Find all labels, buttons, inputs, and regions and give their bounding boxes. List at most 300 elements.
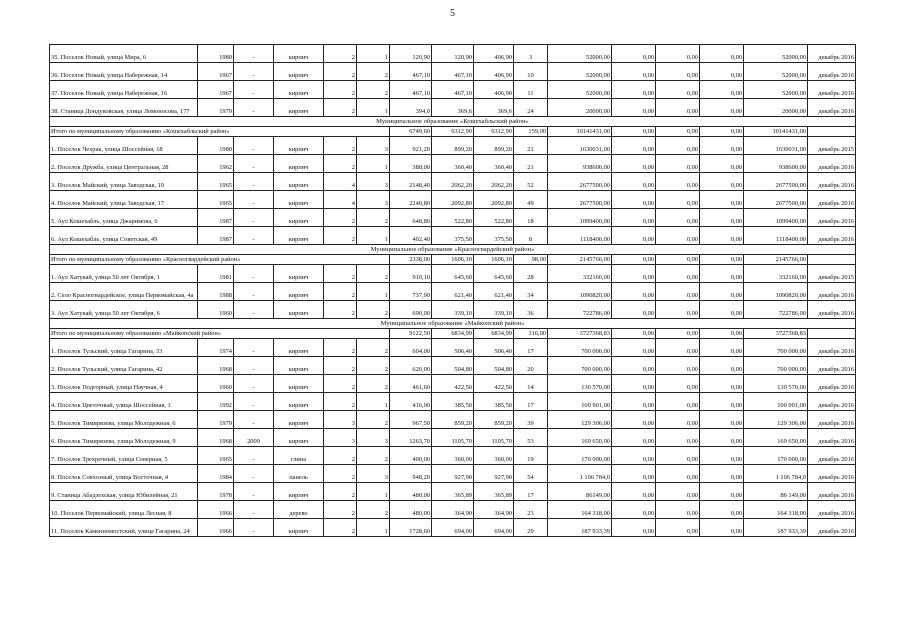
table-cell: 2	[324, 519, 357, 537]
table-cell: 406,90	[474, 81, 514, 99]
table-cell: 1 106 784,0	[744, 465, 808, 483]
total-cell: 6749,60	[390, 127, 432, 137]
table-cell: 10	[514, 63, 548, 81]
address-cell: 2. Село Красногвардейское, улица Первомайская, 4а	[50, 283, 198, 301]
table-cell: 1	[357, 483, 390, 501]
table-cell: 1980	[198, 45, 234, 63]
table-cell: 700 000,00	[744, 357, 808, 375]
table-cell: 0,00	[612, 393, 656, 411]
table-cell: 86149,00	[548, 483, 612, 501]
table-cell: кирпич	[274, 137, 324, 155]
table-cell: 388,00	[390, 155, 432, 173]
table-cell: 164 318,00	[744, 501, 808, 519]
table-cell: 0,00	[656, 137, 700, 155]
table-cell: 504,80	[474, 357, 514, 375]
table-cell: 3	[357, 191, 390, 209]
table-cell: 1988	[198, 283, 234, 301]
table-cell: 11	[514, 81, 548, 99]
table-cell: 394,0	[390, 99, 432, 117]
table-cell: 0,00	[612, 173, 656, 191]
page-number: 5	[450, 8, 455, 19]
table-cell: 2677500,00	[548, 173, 612, 191]
table-cell: 467,10	[390, 81, 432, 99]
table-cell: -	[234, 393, 274, 411]
total-cell: 159,00	[514, 127, 548, 137]
total-label: Итого по муниципальному образованию «Кошехабльский район»	[50, 127, 390, 137]
table-cell: 1984	[198, 465, 234, 483]
table-cell: 480,00	[390, 501, 432, 519]
table-cell: 24	[514, 99, 548, 117]
table-cell: 1978	[198, 483, 234, 501]
table-cell: 332160,00	[744, 265, 808, 283]
table-cell: 700 000,00	[548, 357, 612, 375]
table-cell: 0,00	[612, 465, 656, 483]
table-cell: 164 318,00	[548, 501, 612, 519]
table-cell: -	[234, 99, 274, 117]
table-cell: 0,00	[700, 357, 744, 375]
table-cell: кирпич	[274, 357, 324, 375]
table-cell: 0,00	[700, 99, 744, 117]
table-cell: 2	[324, 483, 357, 501]
table-row	[50, 465, 856, 483]
table-cell: 604,00	[390, 339, 432, 357]
address-cell: 36. Поселок Новый, улица Набережная, 14	[50, 63, 198, 81]
table-cell: -	[234, 519, 274, 537]
table-cell: 0,00	[656, 393, 700, 411]
table-cell: 100 901,00	[744, 393, 808, 411]
table-cell: 0,00	[612, 519, 656, 537]
table-cell: кирпич	[274, 173, 324, 191]
table-cell: 0,00	[612, 447, 656, 465]
table-cell: 0,00	[656, 375, 700, 393]
table-cell: 2	[324, 137, 357, 155]
table-cell: 927,90	[432, 465, 474, 483]
total-cell: 6312,90	[474, 127, 514, 137]
municipality-total-row	[50, 127, 856, 137]
table-cell: 0,00	[700, 63, 744, 81]
municipality-header-row	[50, 245, 856, 255]
table-cell: 1974	[198, 339, 234, 357]
table-cell: 360,40	[432, 155, 474, 173]
table-cell: 1090820,00	[548, 283, 612, 301]
table-cell: 899,20	[432, 137, 474, 155]
table-cell: 506,40	[432, 339, 474, 357]
table-cell: 18	[514, 209, 548, 227]
address-cell: 1. Поселок Чехрак, улица Шоссейная, 18	[50, 137, 198, 155]
table-cell: 2677500,00	[548, 191, 612, 209]
table-cell: 0,00	[612, 99, 656, 117]
table-row	[50, 191, 856, 209]
table-cell: 1987	[198, 209, 234, 227]
table-cell: 2	[324, 63, 357, 81]
table-cell: 0,00	[612, 45, 656, 63]
table-row	[50, 137, 856, 155]
table-cell: -	[234, 283, 274, 301]
total-cell: 0,00	[656, 255, 700, 265]
table-cell: 369,6	[474, 99, 514, 117]
table-cell: -	[234, 501, 274, 519]
table-cell: 0,00	[700, 283, 744, 301]
table-cell: декабрь 2016	[808, 63, 856, 81]
table-cell: 2677500,00	[744, 173, 808, 191]
table-cell: 53	[514, 429, 548, 447]
table-cell: 29	[514, 519, 548, 537]
total-label: Итого по муниципальному образованию «Красногвардейский район»	[50, 255, 390, 265]
table-cell: 0,00	[612, 357, 656, 375]
total-cell: 2338,00	[390, 255, 432, 265]
table-cell: 28	[514, 265, 548, 283]
table-cell: декабрь 2016	[808, 227, 856, 245]
table-cell: декабрь 2016	[808, 45, 856, 63]
table-cell: 2	[357, 357, 390, 375]
table-cell: 0,00	[612, 429, 656, 447]
total-cell: 0,00	[612, 329, 656, 339]
table-cell: 360,40	[474, 155, 514, 173]
table-cell: 3	[324, 429, 357, 447]
table-cell: -	[234, 191, 274, 209]
table-cell: 0,00	[656, 465, 700, 483]
table-cell: 2	[324, 227, 357, 245]
table-cell: 3	[357, 137, 390, 155]
table-cell: 3	[357, 173, 390, 191]
table-cell: 1090820,00	[744, 283, 808, 301]
table-cell: 0,00	[656, 191, 700, 209]
address-cell: 38. Станица Дондуковская, улица Ломоносова, 177	[50, 99, 198, 117]
total-cell: 10141431,00	[548, 127, 612, 137]
table-cell: 2	[357, 63, 390, 81]
table-cell: 0,00	[612, 155, 656, 173]
total-cell: 0,00	[700, 329, 744, 339]
table-cell: 2148,40	[390, 173, 432, 191]
address-cell: 1. Поселок Тульский, улица Гагарина, 33	[50, 339, 198, 357]
table-cell: 129 306,00	[548, 411, 612, 429]
table-cell: 0,00	[656, 173, 700, 191]
table-cell: 0,00	[700, 429, 744, 447]
table-cell: -	[234, 63, 274, 81]
table-row	[50, 357, 856, 375]
table-cell: 2	[357, 339, 390, 357]
table-cell: 480,00	[390, 483, 432, 501]
table-cell: 700 000,00	[548, 339, 612, 357]
table-cell: 0,00	[656, 339, 700, 357]
table-cell: кирпич	[274, 375, 324, 393]
municipality-total-row	[50, 329, 856, 339]
table-cell: 17	[514, 339, 548, 357]
table-cell: 1965	[198, 173, 234, 191]
table-cell: 2	[324, 393, 357, 411]
total-cell	[808, 255, 856, 265]
address-cell: 2. Поселок Дружба, улица Центральная, 28	[50, 155, 198, 173]
table-cell: 1099400,00	[744, 209, 808, 227]
table-cell: 0,00	[656, 209, 700, 227]
table-cell: 364,90	[474, 501, 514, 519]
table-cell: 2	[324, 501, 357, 519]
table-row	[50, 429, 856, 447]
table-cell: 1968	[198, 429, 234, 447]
table-cell: 20000,00	[548, 99, 612, 117]
table-cell: 3	[514, 45, 548, 63]
table-cell: 0,00	[656, 227, 700, 245]
table-cell: 1962	[198, 155, 234, 173]
table-cell: 385,50	[474, 393, 514, 411]
table-cell: кирпич	[274, 81, 324, 99]
table-cell: -	[234, 465, 274, 483]
table-cell: 360,00	[474, 447, 514, 465]
table-cell: -	[234, 227, 274, 245]
table-cell: 621,40	[432, 283, 474, 301]
table-cell: 938600,00	[744, 155, 808, 173]
table-cell: -	[234, 375, 274, 393]
table-cell: 2	[357, 209, 390, 227]
total-cell: 2145766,00	[744, 255, 808, 265]
table-cell: 375,50	[474, 227, 514, 245]
table-cell: 3	[357, 429, 390, 447]
table-cell: 3	[324, 411, 357, 429]
table-cell: -	[234, 209, 274, 227]
table-cell: 21	[514, 155, 548, 173]
table-cell: 0,00	[656, 429, 700, 447]
address-cell: 7. Поселок Трехречный, улица Северная, 5	[50, 447, 198, 465]
table-cell: 19	[514, 447, 548, 465]
table-row	[50, 99, 856, 117]
table-cell: 2	[324, 301, 357, 319]
table-cell: 938600,00	[548, 155, 612, 173]
table-cell: 504,80	[432, 357, 474, 375]
table-cell: 1967	[198, 63, 234, 81]
table-cell: 967,50	[390, 411, 432, 429]
table-cell: 1105,70	[432, 429, 474, 447]
table-cell: 700 000,00	[744, 339, 808, 357]
table-cell: декабрь 2015	[808, 137, 856, 155]
municipality-title: Муниципальное образование «Майкопский район»	[50, 319, 856, 329]
table-cell: 0,00	[700, 191, 744, 209]
table-cell: 0,00	[700, 465, 744, 483]
table-cell: 20	[514, 357, 548, 375]
table-cell: 0,00	[656, 283, 700, 301]
table-cell: 130 570,00	[744, 375, 808, 393]
table-cell: -	[234, 81, 274, 99]
table-cell: 187 933,39	[744, 519, 808, 537]
table-cell: 2	[324, 81, 357, 99]
table-cell: 52000,00	[548, 81, 612, 99]
address-cell: 4. Поселок Цветочный, улица Шоссейная, 1	[50, 393, 198, 411]
total-cell: 1606,10	[432, 255, 474, 265]
table-cell: 2092,80	[432, 191, 474, 209]
table-cell: 0,00	[612, 265, 656, 283]
table-cell: 1987	[198, 227, 234, 245]
address-cell: 6. Поселок Тимирязева, улица Молодежная, 9	[50, 429, 198, 447]
table-cell: 2009	[234, 429, 274, 447]
table-cell: 39	[514, 411, 548, 429]
table-cell: 2	[324, 99, 357, 117]
table-cell: 948,20	[390, 465, 432, 483]
table-cell: 120,90	[390, 45, 432, 63]
table-cell: 0,00	[612, 63, 656, 81]
table-cell: 0,00	[656, 155, 700, 173]
table-cell: декабрь 2016	[808, 99, 856, 117]
table-cell: 34	[514, 283, 548, 301]
table-cell: -	[234, 137, 274, 155]
table-cell: 467,10	[432, 81, 474, 99]
table-cell: 1630031,00	[548, 137, 612, 155]
table-cell: 17	[514, 393, 548, 411]
table-cell: 0,00	[656, 265, 700, 283]
address-cell: 9. Станица Абадзехская, улица Юбилейная, 21	[50, 483, 198, 501]
table-row	[50, 63, 856, 81]
address-cell: 2. Поселок Тульский, улица Гагарина, 42	[50, 357, 198, 375]
table-cell: 0,00	[612, 501, 656, 519]
table-cell: кирпич	[274, 519, 324, 537]
address-cell: 3. Аул Хатукай, улица 50 лет Октября, 6	[50, 301, 198, 319]
table-cell: 1099400,00	[548, 209, 612, 227]
table-cell: кирпич	[274, 99, 324, 117]
table-cell: 375,50	[432, 227, 474, 245]
table-cell: декабрь 2016	[808, 191, 856, 209]
table-row	[50, 209, 856, 227]
table-cell: 0,00	[700, 227, 744, 245]
total-cell: 3727368,83	[548, 329, 612, 339]
table-cell: 0,00	[700, 81, 744, 99]
table-cell: 1965	[198, 191, 234, 209]
total-cell: 316,00	[514, 329, 548, 339]
table-cell: 2	[357, 301, 390, 319]
table-cell: 467,10	[432, 63, 474, 81]
table-cell: 2	[324, 155, 357, 173]
table-cell: 20000,00	[744, 99, 808, 117]
table-cell: кирпич	[274, 45, 324, 63]
total-cell: 0,00	[612, 255, 656, 265]
table-cell: 2	[324, 45, 357, 63]
total-cell: 0,00	[656, 329, 700, 339]
table-cell: 2	[357, 447, 390, 465]
table-cell: 910,10	[390, 265, 432, 283]
table-row	[50, 155, 856, 173]
table-cell: 169 650,00	[744, 429, 808, 447]
table-cell: -	[234, 483, 274, 501]
table-row	[50, 227, 856, 245]
table-cell: 737,90	[390, 283, 432, 301]
table-cell: декабрь 2016	[808, 209, 856, 227]
table-cell: 402,40	[390, 227, 432, 245]
table-cell: 620,00	[390, 357, 432, 375]
table-row	[50, 173, 856, 191]
table-cell: 859,20	[474, 411, 514, 429]
table-cell: декабрь 2016	[808, 339, 856, 357]
table-cell: 0,00	[700, 483, 744, 501]
table-cell: 2	[324, 209, 357, 227]
address-cell: 5. Поселок Тимирязева, улица Молодежная, 6	[50, 411, 198, 429]
table-cell: 0,00	[700, 265, 744, 283]
table-row	[50, 283, 856, 301]
table-cell: 899,20	[474, 137, 514, 155]
table-cell: 0,00	[700, 501, 744, 519]
table-cell: 1263,70	[390, 429, 432, 447]
total-cell	[808, 127, 856, 137]
table-cell: 0,00	[700, 339, 744, 357]
table-cell: 722786,00	[548, 301, 612, 319]
table-cell: -	[234, 447, 274, 465]
total-cell: 0,00	[612, 127, 656, 137]
table-cell: 1	[357, 99, 390, 117]
table-cell: 0,00	[656, 357, 700, 375]
table-row	[50, 393, 856, 411]
table-cell: 0,00	[612, 483, 656, 501]
address-cell: 35. Поселок Новый, улица Мира, 6	[50, 45, 198, 63]
table-cell: 859,20	[432, 411, 474, 429]
table-cell: 2240,80	[390, 191, 432, 209]
municipality-title: Муниципальное образование «Красногвардейский район»	[50, 245, 856, 255]
table-cell: 416,90	[390, 393, 432, 411]
table-cell: 52000,00	[744, 81, 808, 99]
table-cell: 0,00	[612, 283, 656, 301]
table-row	[50, 483, 856, 501]
table-cell: 23	[514, 501, 548, 519]
table-cell: декабрь 2016	[808, 483, 856, 501]
table-cell: 694,00	[474, 519, 514, 537]
table-cell: 1980	[198, 137, 234, 155]
table-cell: 2	[357, 501, 390, 519]
address-cell: 8. Поселок Совхозный, улица Восточная, 4	[50, 465, 198, 483]
table-cell: -	[234, 411, 274, 429]
table-cell: кирпич	[274, 209, 324, 227]
table-cell: декабрь 2016	[808, 519, 856, 537]
table-cell: 0,00	[700, 209, 744, 227]
table-row	[50, 301, 856, 319]
municipality-total-row	[50, 255, 856, 265]
table-cell: 130 570,00	[548, 375, 612, 393]
total-cell: 1606,10	[474, 255, 514, 265]
table-row	[50, 519, 856, 537]
table-cell: 0,00	[612, 375, 656, 393]
table-cell: 385,50	[432, 393, 474, 411]
total-cell: 9122,50	[390, 329, 432, 339]
table-cell: 0,00	[656, 447, 700, 465]
table-cell: -	[234, 301, 274, 319]
table-cell: 8	[514, 227, 548, 245]
total-cell: 98,00	[514, 255, 548, 265]
table-cell: 365,89	[432, 483, 474, 501]
total-cell: 0,00	[700, 127, 744, 137]
address-cell: 5. Аул Кошехабль, улица Джаримова, 6	[50, 209, 198, 227]
table-cell: декабрь 2016	[808, 447, 856, 465]
table-cell: 1965	[198, 447, 234, 465]
table-cell: кирпич	[274, 227, 324, 245]
table-cell: 2	[324, 357, 357, 375]
table-cell: 1	[357, 393, 390, 411]
table-cell: 1981	[198, 265, 234, 283]
table-cell: 1979	[198, 411, 234, 429]
address-cell: 3. Поселок Майский, улица Заводская, 19	[50, 173, 198, 191]
table-cell: 1960	[198, 375, 234, 393]
table-cell: 2677500,00	[744, 191, 808, 209]
table-cell: 694,00	[432, 519, 474, 537]
table-cell: кирпич	[274, 63, 324, 81]
table-cell: 0,00	[612, 81, 656, 99]
table-cell: 2	[357, 81, 390, 99]
table-cell: 0,00	[700, 519, 744, 537]
table-cell: декабрь 2016	[808, 81, 856, 99]
table-cell: 364,90	[432, 501, 474, 519]
table-cell: 4	[324, 191, 357, 209]
table-cell: кирпич	[274, 483, 324, 501]
table-cell: дерево	[274, 501, 324, 519]
table-cell: 0,00	[700, 155, 744, 173]
table-cell: 0,00	[656, 411, 700, 429]
table-cell: декабрь 2015	[808, 265, 856, 283]
table-cell: 1118400,00	[744, 227, 808, 245]
table-cell: 1992	[198, 393, 234, 411]
table-cell: 522,80	[474, 209, 514, 227]
